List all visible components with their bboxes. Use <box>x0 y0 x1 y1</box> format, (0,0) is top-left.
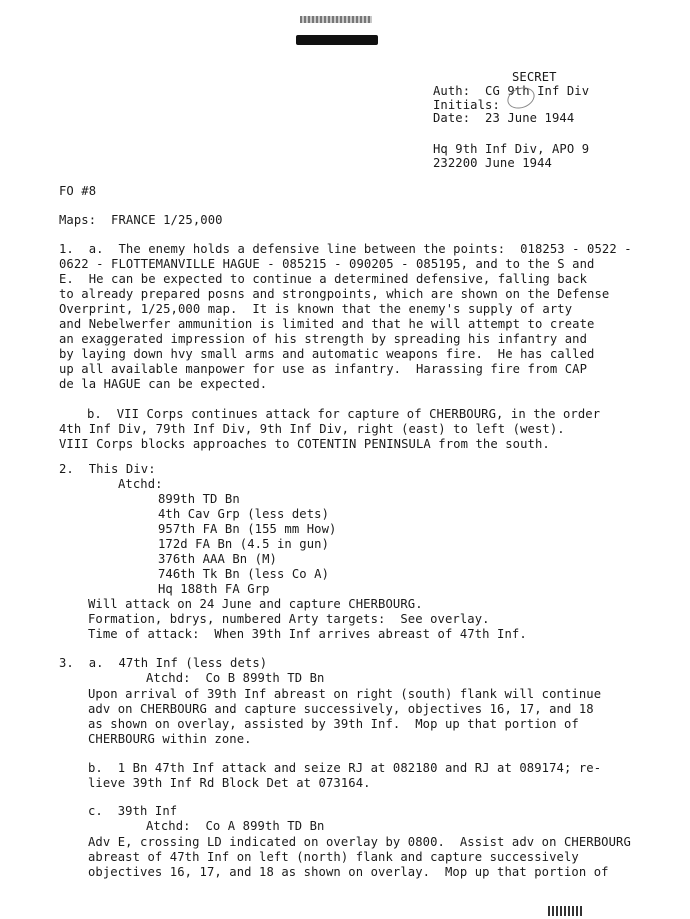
date-line: Date: 23 June 1944 <box>433 111 575 125</box>
redaction-bar <box>296 35 378 45</box>
initials-line: Initials: <box>433 98 500 112</box>
hq-line: Hq 9th Inf Div, APO 9 <box>433 142 590 156</box>
para3c-line: objectives 16, 17, and 18 as shown on overlay. Mop up that portion of <box>88 865 609 879</box>
para2-heading: 2. This Div: <box>59 462 156 476</box>
para3c-line: Adv E, crossing LD indicated on overlay by 0800. Assist adv on CHERBOURG <box>88 835 631 849</box>
para3b-line: lieve 39th Inf Rd Block Det at 073164. <box>88 776 371 790</box>
para2-line: Will attack on 24 June and capture CHERBOURG. <box>88 597 423 611</box>
para1a-line: to already prepared posns and strongpoints, which are shown on the Defense <box>59 287 610 301</box>
para1a-line: E. He can be expected to continue a determined defensive, falling back <box>59 272 588 286</box>
para1a-line: de la HAGUE can be expected. <box>59 377 268 391</box>
para1a-line: 1. a. The enemy holds a defensive line between the points: 018253 - 0522 - <box>59 242 632 256</box>
attached-unit: 957th FA Bn (155 mm How) <box>158 522 337 536</box>
para1b-line: VIII Corps blocks approaches to COTENTIN PENINSULA from the south. <box>59 437 550 451</box>
para1a-line: Overprint, 1/25,000 map. It is known that the enemy's supply of arty <box>59 302 573 316</box>
para1a-line: 0622 - FLOTTEMANVILLE HAGUE - 085215 - 090205 - 085195, and to the S and <box>59 257 595 271</box>
attached-unit: 376th AAA Bn (M) <box>158 552 277 566</box>
para3a-line: adv on CHERBOURG and capture successively, objectives 16, 17, and 18 <box>88 702 594 716</box>
para1a-line: up all available manpower for use as infantry. Harassing fire from CAP <box>59 362 588 376</box>
classification-marking: SECRET <box>512 70 557 84</box>
para3b-line: b. 1 Bn 47th Inf attack and seize RJ at 082180 and RJ at 089174; re- <box>88 761 602 775</box>
attached-unit: 172d FA Bn (4.5 in gun) <box>158 537 330 551</box>
para1a-line: an exaggerated impression of his strength by spreading his infantry and <box>59 332 588 346</box>
para2-line: Time of attack: When 39th Inf arrives abreast of 47th Inf. <box>88 627 527 641</box>
auth-line: Auth: CG 9th Inf Div <box>433 84 590 98</box>
para1a-line: and Nebelwerfer ammunition is limited and that he will attempt to create <box>59 317 595 331</box>
attached-unit: 746th Tk Bn (less Co A) <box>158 567 330 581</box>
atchd-label: Atchd: <box>118 477 163 491</box>
para2-line: Formation, bdrys, numbered Arty targets: See overlay. <box>88 612 490 626</box>
para3c-heading: c. 39th Inf <box>88 804 178 818</box>
para3c-atchd: Atchd: Co A 899th TD Bn <box>146 819 325 833</box>
para3a-line: CHERBOURG within zone. <box>88 732 252 746</box>
order-number: FO #8 <box>59 184 97 198</box>
para1b-line: b. VII Corps continues attack for capture of CHERBOURG, in the order <box>87 407 601 421</box>
attached-unit: 4th Cav Grp (less dets) <box>158 507 330 521</box>
para3c-line: abreast of 47th Inf on left (north) flank and capture successively <box>88 850 579 864</box>
para3a-line: as shown on overlay, assisted by 39th Inf. Mop up that portion of <box>88 717 579 731</box>
redaction-marks <box>300 16 372 23</box>
para1a-line: by laying down hvy small arms and automatic weapons fire. He has called <box>59 347 595 361</box>
dtg-line: 232200 June 1944 <box>433 156 552 170</box>
attached-unit: 899th TD Bn <box>158 492 240 506</box>
para1b-line: 4th Inf Div, 79th Inf Div, 9th Inf Div, right (east) to left (west). <box>59 422 565 436</box>
para3a-heading: 3. a. 47th Inf (less dets) <box>59 656 268 670</box>
para3a-line: Upon arrival of 39th Inf abreast on right (south) flank will continue <box>88 687 602 701</box>
maps-line: Maps: FRANCE 1/25,000 <box>59 213 223 227</box>
scan-artifact <box>548 906 582 916</box>
attached-unit: Hq 188th FA Grp <box>158 582 270 596</box>
para3a-atchd: Atchd: Co B 899th TD Bn <box>146 671 325 685</box>
